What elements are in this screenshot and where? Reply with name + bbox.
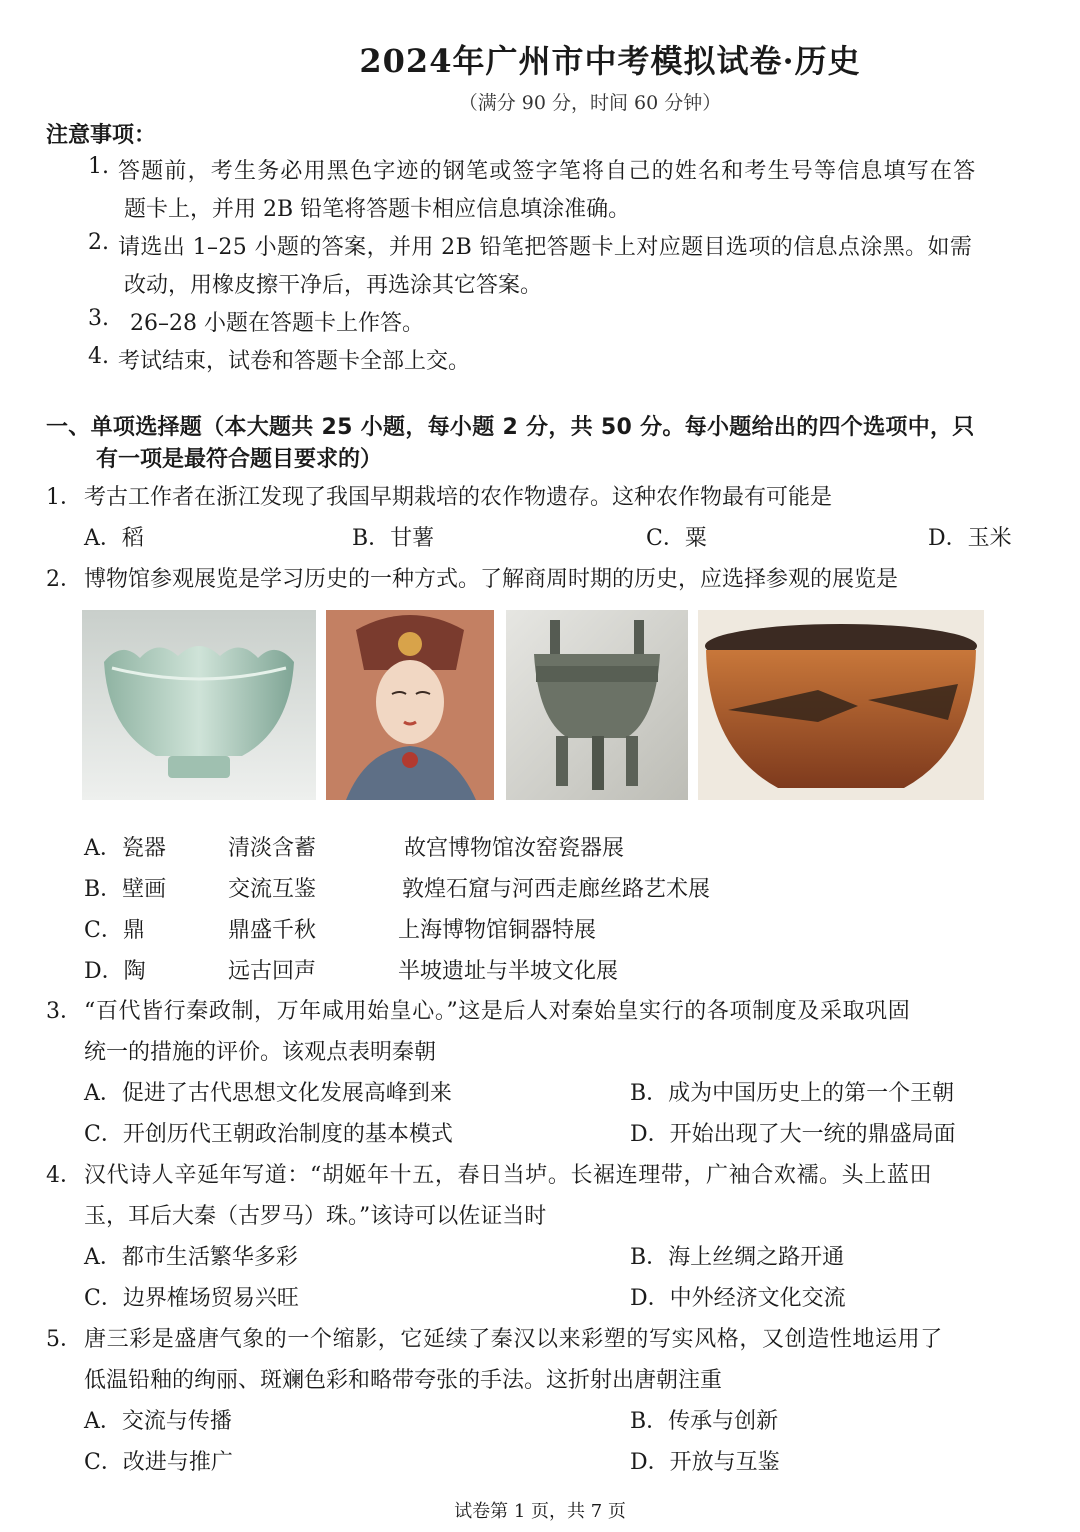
notice-item-num: 1. <box>88 154 109 179</box>
option-d[interactable]: D．开始出现了大一统的鼎盛局面 <box>630 1122 956 1147</box>
page-number: 试卷第 1 页，共 7 页 <box>454 1501 626 1522</box>
option-a[interactable]: A．都市生活繁华多彩 <box>84 1245 298 1270</box>
option-d[interactable]: D．陶 <box>84 959 146 984</box>
question-stem: “百代皆行秦政制，万年咸用始皇心。”这是后人对秦始皇实行的各项制度及采取巩固 <box>84 999 911 1024</box>
question-number: 4． <box>46 1163 82 1188</box>
option-d[interactable]: D．中外经济文化交流 <box>630 1286 846 1311</box>
option-d-theme: 远古回声 <box>228 959 317 984</box>
question-stem: 统一的措施的评价。该观点表明秦朝 <box>84 1040 437 1065</box>
notice-item-text: 请选出 1–25 小题的答案，并用 2B 铅笔把答题卡上对应题目选项的信息点涂黑。如需 <box>118 235 973 260</box>
option-a[interactable]: A．瓷器 <box>84 836 166 861</box>
option-b-theme: 交流互鉴 <box>228 877 317 902</box>
notice-item-text: 改动，用橡皮擦干净后，再选涂其它答案。 <box>124 273 543 298</box>
exam-info: （满分 90 分，时间 60 分钟） <box>458 92 722 114</box>
question-stem: 唐三彩是盛唐气象的一个缩影，它延续了秦汉以来彩塑的写实风格，又创造性地运用了 <box>84 1327 943 1352</box>
option-d-exhibit: 半坡遗址与半坡文化展 <box>398 959 619 984</box>
option-c[interactable]: C．粟 <box>646 526 707 551</box>
option-b[interactable]: B．海上丝绸之路开通 <box>630 1245 845 1270</box>
section-heading: 一、单项选择题（本大题共 25 小题，每小题 2 分，共 50 分。每小题给出的四个选项中，只 <box>46 415 975 440</box>
option-b-exhibit: 敦煌石窟与河西走廊丝路艺术展 <box>402 877 711 902</box>
notice-item-text: 题卡上，并用 2B 铅笔将答题卡相应信息填涂准确。 <box>124 197 631 222</box>
option-a-theme: 清淡含蓄 <box>228 836 317 861</box>
option-a[interactable]: A．促进了古代思想文化发展高峰到来 <box>84 1081 452 1106</box>
question-number: 2． <box>46 567 82 592</box>
option-c-theme: 鼎盛千秋 <box>228 918 317 943</box>
question-stem: 博物馆参观展览是学习历史的一种方式。了解商周时期的历史，应选择参观的展览是 <box>84 567 899 592</box>
option-d[interactable]: D．开放与互鉴 <box>630 1450 780 1475</box>
notice-item-text: 26–28 小题在答题卡上作答。 <box>130 311 424 336</box>
question-stem: 低温铅釉的绚丽、斑斓色彩和略带夸张的手法。这折射出唐朝注重 <box>84 1368 723 1393</box>
option-a-exhibit: 故宫博物馆汝窑瓷器展 <box>404 836 625 861</box>
option-b[interactable]: B．甘薯 <box>352 526 435 551</box>
notice-item-text: 答题前，考生务必用黑色字迹的钢笔或签字笔将自己的姓名和考生号等信息填写在答 <box>118 159 977 184</box>
notice-item-num: 4. <box>88 344 109 369</box>
option-c[interactable]: C．改进与推广 <box>84 1450 233 1475</box>
notice-heading: 注意事项： <box>46 123 157 148</box>
page-title: 2024年广州市中考模拟试卷·历史 <box>359 42 861 80</box>
celadon-bowl-photo <box>82 610 316 800</box>
painted-pottery-photo <box>698 610 984 800</box>
option-b[interactable]: B．传承与创新 <box>630 1409 779 1434</box>
option-c[interactable]: C．边界榷场贸易兴旺 <box>84 1286 299 1311</box>
option-d[interactable]: D．玉米 <box>928 526 1012 551</box>
question-stem: 汉代诗人辛延年写道：“胡姬年十五，春日当垆。长裾连理带，广袖合欢襦。头上蓝田 <box>84 1163 933 1188</box>
dunhuang-mural-photo <box>326 610 494 800</box>
option-c-exhibit: 上海博物馆铜器特展 <box>398 918 597 943</box>
option-c[interactable]: C．鼎 <box>84 918 145 943</box>
option-a[interactable]: A．稻 <box>84 526 144 551</box>
question-number: 1． <box>46 485 82 510</box>
question-stem: 考古工作者在浙江发现了我国早期栽培的农作物遗存。这种农作物最有可能是 <box>84 485 833 510</box>
question-stem: 玉，耳后大秦（古罗马）珠。”该诗可以佐证当时 <box>84 1204 547 1229</box>
option-b[interactable]: B．成为中国历史上的第一个王朝 <box>630 1081 955 1106</box>
section-heading: 有一项是最符合题目要求的） <box>96 447 383 472</box>
notice-item-num: 2. <box>88 230 109 255</box>
question-number: 5． <box>46 1327 82 1352</box>
option-c[interactable]: C．开创历代王朝政治制度的基本模式 <box>84 1122 453 1147</box>
notice-item-text: 考试结束，试卷和答题卡全部上交。 <box>118 349 471 374</box>
option-b[interactable]: B．壁画 <box>84 877 167 902</box>
notice-item-num: 3. <box>88 306 109 331</box>
option-a[interactable]: A．交流与传播 <box>84 1409 232 1434</box>
question-number: 3． <box>46 999 82 1024</box>
bronze-ding-photo <box>506 610 688 800</box>
